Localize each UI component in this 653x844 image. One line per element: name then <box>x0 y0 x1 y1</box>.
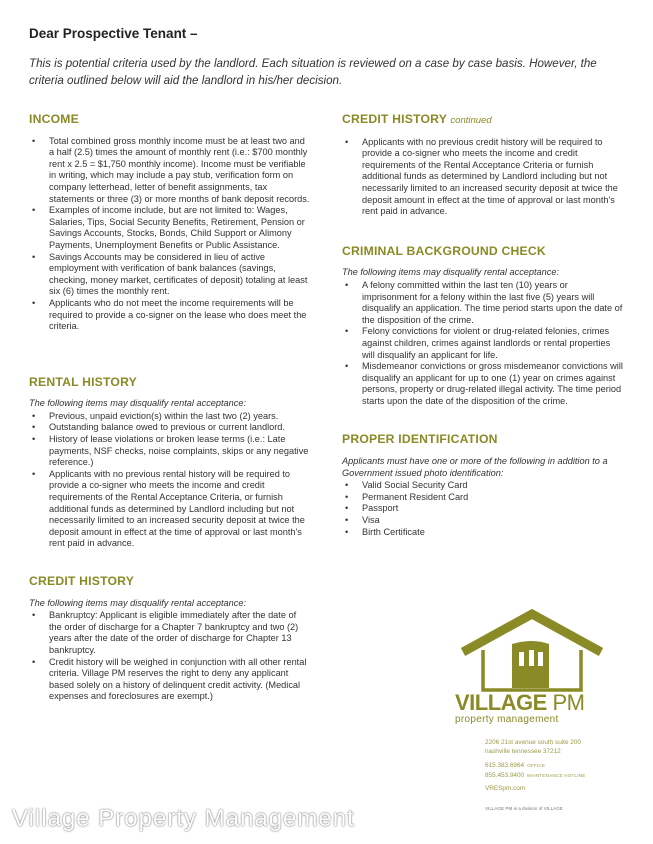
list-item: • Misdemeanor convictions or gross misdemeanor convictions will disqualify an applicant for up to one (1) year on crimes against persons, property or drug-related illegal activity. The time period starts upon the date of the disposition of the crime. <box>342 361 624 407</box>
logo-tagline: property management <box>455 714 559 725</box>
identification-list <box>342 480 624 538</box>
identification-heading: PROPER IDENTIFICATION <box>342 432 498 447</box>
house-logo-icon <box>457 608 607 692</box>
list-item: • Applicants who do not meet the income requirements will be required to provide a co-signer on the lease who does meet the criteria. <box>29 298 311 333</box>
logo-wordmark <box>455 690 625 716</box>
criminal-heading: CRIMINAL BACKGROUND CHECK <box>342 243 546 258</box>
list-item: • A felony committed within the last ten (10) years or imprisonment for a felony within the last five (5) years will disqualify an application. The time period starts upon the date of the disposition of the crime. <box>342 280 624 326</box>
criminal-section <box>342 243 624 408</box>
credit-history-continued-heading <box>342 114 624 127</box>
identification-lead: Applicants must have one or more of the following in addition to a Government issued photo identification: <box>342 456 608 478</box>
list-item: • Visa <box>342 515 624 527</box>
criminal-list <box>342 280 624 408</box>
list-item: • Credit history will be weighed in conjunction with all other rental criteria. Village PM reserves the right to deny any applicant based solely on a history of delinquent credit activity. (Medical expenses and foreclosures are exempt.) <box>29 657 311 703</box>
credit-history-list <box>29 610 311 703</box>
income-section <box>29 114 311 333</box>
list-item: • Examples of income include, but are not limited to: Wages, Salaries, Tips, Social Security Benefits, Retirement, Pension or Savings Accounts, Stocks, Bonds, Child Support or Alimony Payments, Unemployment Benefits or Public Assistance. <box>29 205 311 251</box>
watermark: Village Property Management <box>12 805 355 832</box>
intro-paragraph: This is potential criteria used by the landlord. Each situation is reviewed on a case by case basis. However, the criteria outlined below will aid the landlord in his/her decision. <box>29 57 597 87</box>
division-note: VILLAGE PM is a division of VILLAGE <box>485 806 563 811</box>
address-line-1: 2206 21st avenue south suite 200 <box>485 739 581 746</box>
credit-history-continued-title: CREDIT HISTORY <box>342 112 447 126</box>
list-item: • Savings Accounts may be considered in lieu of active employment with verification of bank balances (savings, checking, money market, certificates of deposit) totaling at least six (6) times the monthly rent. <box>29 252 311 298</box>
left-column <box>29 114 311 703</box>
website: VRESpm.com <box>485 784 526 792</box>
list-item: • Previous, unpaid eviction(s) within the last two (2) years. <box>29 411 311 423</box>
list-item: • Applicants with no previous credit history will be required to provide a co-signer who meets the income and credit requirements of the Rental Acceptance Criteria or furnish additional funds as determined by Landlord including but not necessarily limited to an increased security deposit at twice the deposit amount in effect at the time of approval or last month's rent paid in advance. <box>342 137 624 218</box>
rental-history-list <box>29 411 311 550</box>
credit-history-lead: The following items may disqualify rental acceptance: <box>29 597 247 608</box>
credit-history-section <box>29 576 311 703</box>
logo-village: VILLAGE <box>455 690 547 715</box>
list-item: • History of lease violations or broken lease terms (i.e.: Late payments, NSF checks, noise complaints, skips or any negative reference.) <box>29 434 311 469</box>
logo-pm: PM <box>552 690 585 715</box>
credit-history-continued-section <box>342 114 624 218</box>
rental-history-heading: RENTAL HISTORY <box>29 374 137 389</box>
office-phone-number: 615.383.6964 <box>485 762 525 770</box>
village-pm-logo <box>455 608 625 725</box>
rental-history-lead: The following items may disqualify rental acceptance: <box>29 398 247 409</box>
list-item: • Applicants with no previous rental history will be required to provide a co-signer who meets the income and credit requirements of the Rental Acceptance Criteria, or furnish additional funds as determined by Landlord including but not necessarily limited to an increased security deposit at twice the deposit amount in effect at the time of approval or last month's rent paid in advance. <box>29 469 311 550</box>
list-item: • Valid Social Security Card <box>342 480 624 492</box>
office-phone-label: OFFICE <box>527 763 546 769</box>
list-item: • Bankruptcy: Applicant is eligible immediately after the date of the order of discharge for a Chapter 7 bankruptcy and two (2) years after the date of the order of discharge for Chapter 13 bankruptcy. <box>29 610 311 656</box>
income-list <box>29 136 311 333</box>
criminal-lead: The following items may disqualify rental acceptance: <box>342 267 560 278</box>
identification-section <box>342 434 624 538</box>
list-item: • Passport <box>342 503 624 515</box>
maintenance-phone <box>485 771 625 780</box>
list-item: • Birth Certificate <box>342 527 624 539</box>
income-heading: INCOME <box>29 112 79 126</box>
rental-history-section <box>29 374 311 550</box>
continued-label: continued <box>450 115 492 126</box>
salutation: Dear Prospective Tenant – <box>29 26 198 41</box>
list-item: • Outstanding balance owed to previous or current landlord. <box>29 422 311 434</box>
list-item: • Total combined gross monthly income must be at least two and a half (2.5) times the amount of monthly rent (i.e.: $700 monthly rent x 2.5 = $1,750 monthly income). Income must be verifiable in writing, which may include a pay stub, verification form on company letterhead, letter of benefit assignments, tax statements or three (3) or more months of bank deposit records. <box>29 136 311 206</box>
list-item: • Felony convictions for violent or drug-related felonies, crimes against children, crimes against landlords or rental properties will disqualify an applicant for life. <box>342 326 624 361</box>
credit-history-heading: CREDIT HISTORY <box>29 574 135 588</box>
maintenance-phone-label: MAINTENANCE HOTLINE <box>527 772 586 778</box>
right-column <box>342 114 624 538</box>
contact-info <box>485 738 625 793</box>
maintenance-phone-number: 855.453.9400 <box>485 771 525 779</box>
address-line-2: nashville tennessee 37212 <box>485 748 561 756</box>
office-phone <box>485 761 625 770</box>
list-item: • Permanent Resident Card <box>342 492 624 504</box>
credit-history-continued-list <box>342 137 624 218</box>
